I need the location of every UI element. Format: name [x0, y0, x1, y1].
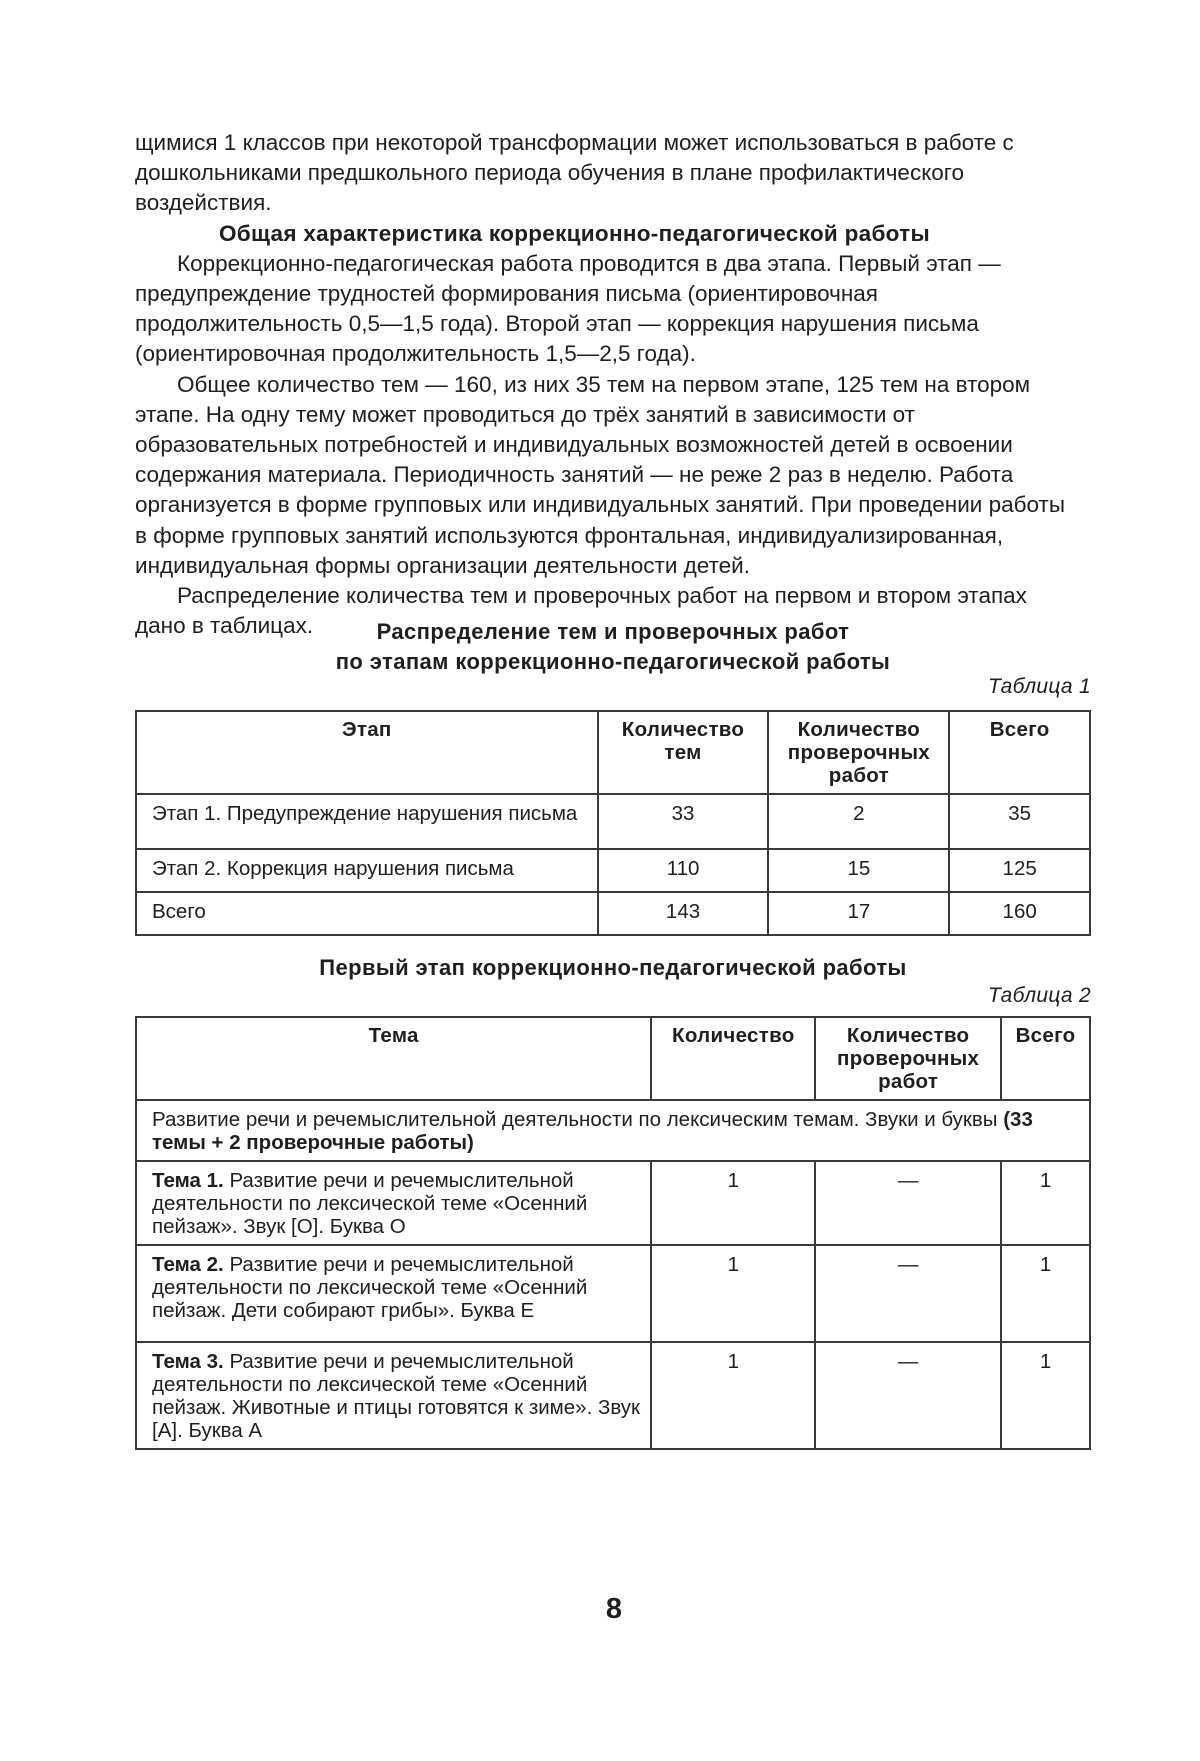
table1-caption-line2: по этапам коррекционно-педагогической работы [335, 649, 891, 674]
section-count: (33 темы + 2 проверочные работы) [152, 1108, 1033, 1154]
table-cell: 110 [598, 849, 769, 892]
table-cell: 125 [949, 849, 1090, 892]
table-cell: 17 [768, 892, 949, 935]
table2-header-row [136, 1017, 1090, 1100]
table-cell: 1 [1001, 1161, 1090, 1245]
table-row [136, 1161, 1090, 1245]
paragraph: Распределение количества тем и проверочных работ на первом и втором этапах дано в таблицах. [135, 583, 1027, 639]
table1-header: Количество тем [598, 711, 769, 794]
table-cell: 143 [598, 892, 769, 935]
topic-cell [136, 1342, 651, 1449]
topic-cell [136, 1161, 651, 1245]
topic-text: Развитие речи и речемыслительной деятельности по лексической теме «Осенний пейзаж. Дети собирают грибы». Буква Е [152, 1253, 588, 1322]
table2-section-row [136, 1100, 1090, 1161]
page-number: 8 [605, 1593, 623, 1625]
intro-text [135, 128, 1078, 641]
table2-label: Таблица 2 [987, 984, 1091, 1007]
table-row [136, 1342, 1090, 1449]
table1-header: Этап [136, 711, 598, 794]
topic-cell [136, 1245, 651, 1342]
table-cell: 35 [949, 794, 1090, 849]
table1 [135, 710, 1091, 936]
table-cell: 1 [1001, 1342, 1090, 1449]
table-cell: — [815, 1342, 1001, 1449]
table-cell: Этап 1. Предупреждение нарушения письма [136, 794, 598, 849]
table1-label: Таблица 1 [987, 675, 1091, 698]
paragraph: щимися 1 классов при некоторой трансформации может использоваться в работе с дошкольниками предшкольного периода обучения в плане профилактического воздействия. [135, 130, 1014, 216]
table-cell: 2 [768, 794, 949, 849]
table2-header: Количество [651, 1017, 815, 1100]
table1-header: Количество проверочных работ [768, 711, 949, 794]
topic-label: Тема 1. [152, 1169, 224, 1192]
table-cell: 15 [768, 849, 949, 892]
table-row [136, 794, 1090, 849]
topic-label: Тема 3. [152, 1350, 224, 1373]
table2-header: Всего [1001, 1017, 1090, 1100]
table1-header-row [136, 711, 1090, 794]
table1-caption-line1: Распределение тем и проверочных работ [376, 619, 850, 644]
table2-caption: Первый этап коррекционно-педагогической работы [319, 955, 907, 980]
table2 [135, 1016, 1091, 1450]
table2-section-cell [136, 1100, 1090, 1161]
table-cell: 1 [651, 1245, 815, 1342]
table-cell: 1 [1001, 1245, 1090, 1342]
table-cell: 160 [949, 892, 1090, 935]
table-cell: — [815, 1245, 1001, 1342]
table-cell: 33 [598, 794, 769, 849]
table-row [136, 849, 1090, 892]
table-cell: Этап 2. Коррекция нарушения письма [136, 849, 598, 892]
topic-text: Развитие речи и речемыслительной деятельности по лексической теме «Осенний пейзаж. Животные и птицы готовятся к зиме». Звук [А]. Буква А [152, 1350, 640, 1442]
section-text: Развитие речи и речемыслительной деятельности по лексическим темам. Звуки и буквы [152, 1108, 998, 1131]
table-row [136, 892, 1090, 935]
topic-text: Развитие речи и речемыслительной деятельности по лексической теме «Осенний пейзаж». Звук [О]. Буква О [152, 1169, 588, 1238]
table-cell: 1 [651, 1161, 815, 1245]
table2-header: Количество проверочных работ [815, 1017, 1001, 1100]
table1-caption [135, 617, 1091, 677]
table2-header: Тема [136, 1017, 651, 1100]
table1-header: Всего [949, 711, 1090, 794]
table-row [136, 1245, 1090, 1342]
section-heading: Общая характеристика коррекционно-педагогической работы [219, 220, 930, 246]
table-cell: — [815, 1161, 1001, 1245]
table-cell: Всего [136, 892, 598, 935]
paragraph: Общее количество тем — 160, из них 35 тем на первом этапе, 125 тем на втором этапе. На одну тему может проводиться до трёх занятий в зависимости от образовательных потребностей и индивидуальных возможностей детей в освоении содержания материала. Периодичность занятий — не реже 2 раз в неделю. Работа организуется в форме групповых или индивидуальных занятий. При проведении работы в форме групповых занятий используются фронтальная, индивидуализированная, индивидуальная формы организации деятельности детей. [135, 371, 1066, 578]
topic-label: Тема 2. [152, 1253, 224, 1276]
table-cell: 1 [651, 1342, 815, 1449]
paragraph: Коррекционно-педагогическая работа проводится в два этапа. Первый этап — предупреждение трудностей формирования письма (ориентировочная продолжительность 0,5—1,5 года). Второй этап — коррекция нарушения письма (ориентировочная продолжительность 1,5—2,5 года). [135, 250, 1001, 367]
